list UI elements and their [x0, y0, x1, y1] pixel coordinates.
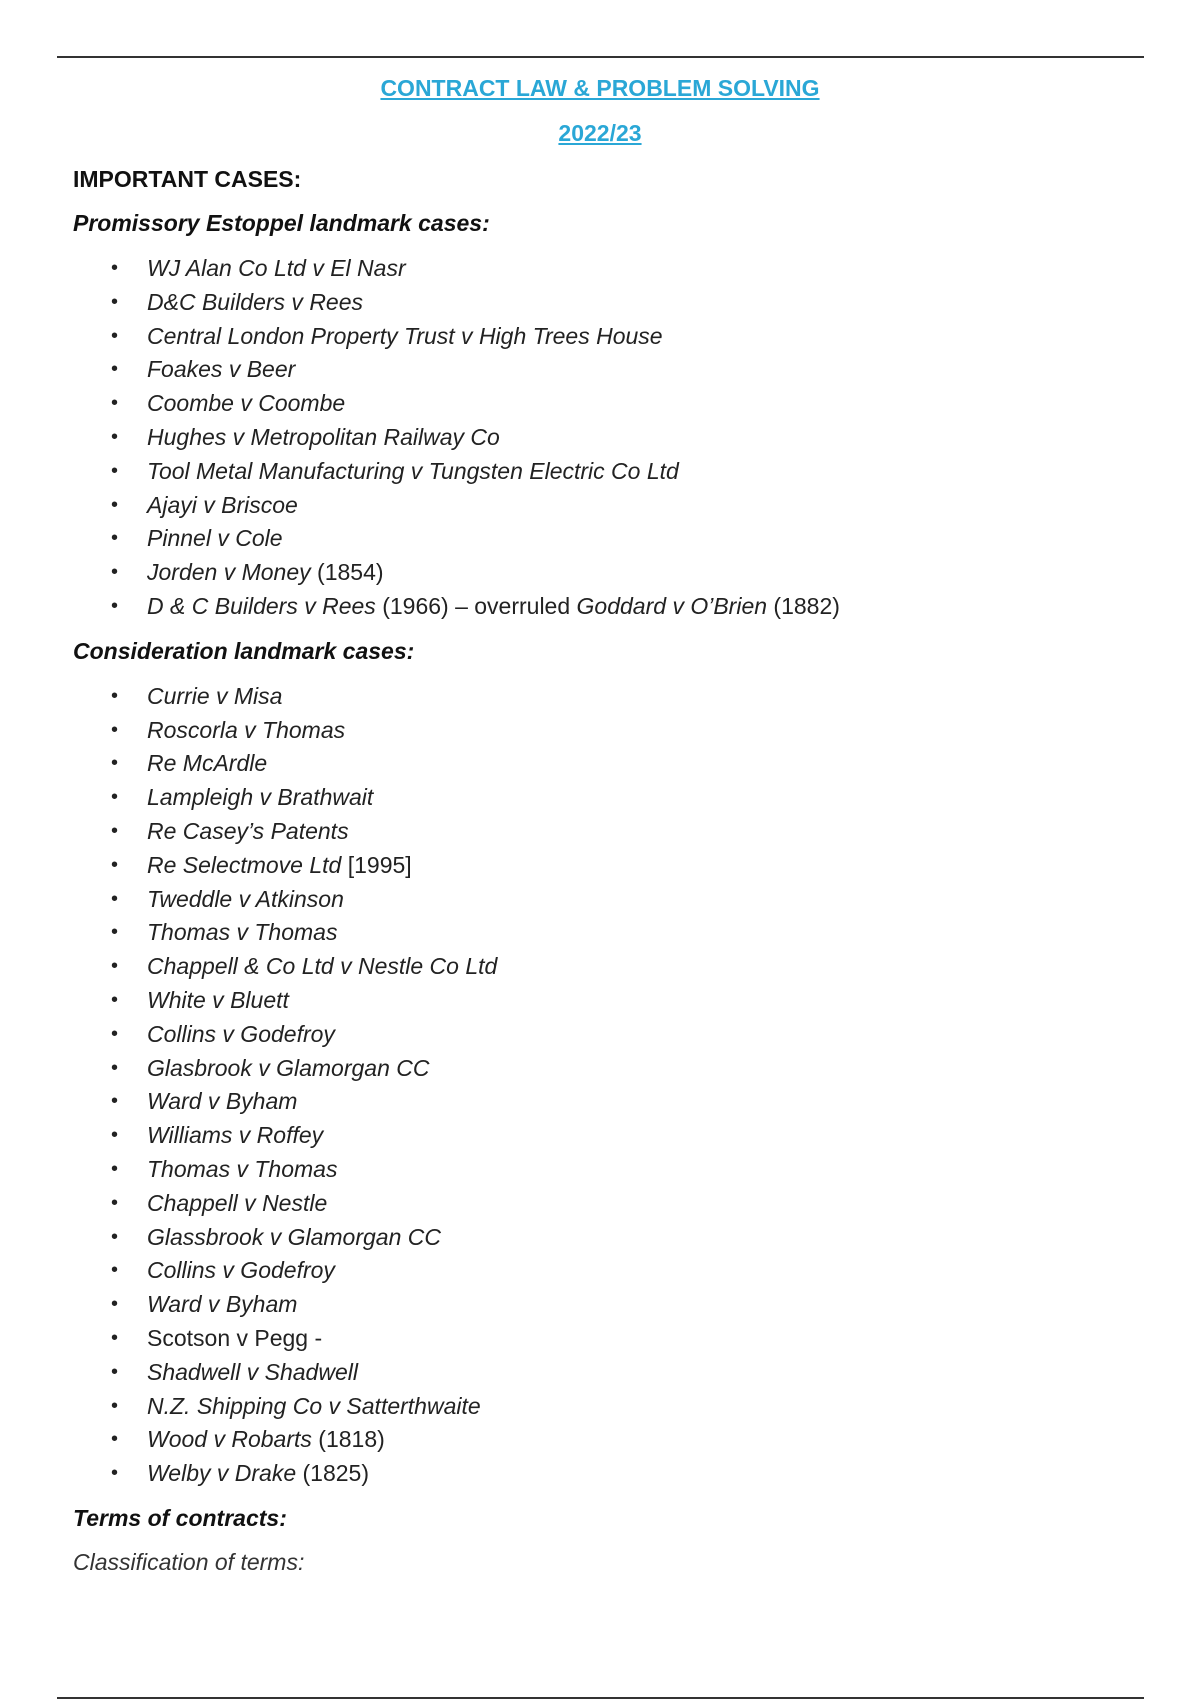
case-name: Welby v Drake: [147, 1460, 297, 1487]
case-list-item: [73, 421, 1153, 455]
case-citation: [1995]: [341, 851, 412, 878]
consideration-heading: Consideration landmark cases:: [73, 637, 415, 664]
case-name: Chappell & Co Ltd v Nestle Co Ltd: [147, 953, 498, 980]
consideration-case-list: [73, 680, 1153, 1491]
bullet-icon: •: [111, 1157, 119, 1180]
bullet-icon: •: [111, 527, 119, 550]
bullet-icon: •: [111, 819, 119, 842]
case-list-item: [73, 747, 1153, 781]
case-list-item: [73, 781, 1153, 815]
case-name: Tool Metal Manufacturing v Tungsten Electric Co Ltd: [147, 457, 679, 484]
case-list-item: [73, 1153, 1153, 1187]
case-list-item: [73, 252, 1153, 286]
case-list-item: [73, 1187, 1153, 1221]
case-list-item: [73, 1085, 1153, 1119]
case-name: Re Casey’s Patents: [147, 817, 349, 844]
case-name: Collins v Godefroy: [147, 1257, 335, 1284]
bullet-icon: •: [111, 561, 119, 584]
case-list-item: [73, 556, 1153, 590]
bullet-icon: •: [111, 887, 119, 910]
case-list-item: [73, 1390, 1153, 1424]
case-citation: (1854): [310, 559, 384, 586]
case-list-item: [73, 286, 1153, 320]
case-citation: (1882): [767, 592, 840, 619]
case-list-item: [73, 1119, 1153, 1153]
case-list-item: [73, 714, 1153, 748]
case-name: N.Z. Shipping Co v Satterthwaite: [147, 1392, 481, 1419]
case-name: Re McArdle: [147, 750, 268, 777]
case-list-item: [73, 1052, 1153, 1086]
case-list-item: [73, 1221, 1153, 1255]
bullet-icon: •: [111, 392, 119, 415]
bullet-icon: •: [111, 324, 119, 347]
case-name: Hughes v Metropolitan Railway Co: [147, 423, 500, 450]
case-list-item: [73, 984, 1153, 1018]
case-list-item: [73, 353, 1153, 387]
bullet-icon: •: [111, 718, 119, 741]
case-list-item: [73, 815, 1153, 849]
case-name: Scotson v Pegg -: [147, 1324, 323, 1351]
case-name: Re Selectmove Ltd: [147, 851, 342, 878]
case-list-item: [73, 1322, 1153, 1356]
bullet-icon: •: [111, 988, 119, 1011]
case-name: Collins v Godefroy: [147, 1020, 335, 1047]
bullet-icon: •: [111, 1293, 119, 1316]
important-cases-heading: IMPORTANT CASES:: [73, 166, 302, 192]
bullet-icon: •: [111, 459, 119, 482]
bullet-icon: •: [111, 1022, 119, 1045]
case-name: Jorden v Money: [147, 559, 311, 586]
case-name: Lampleigh v Brathwait: [147, 784, 374, 811]
bullet-icon: •: [111, 290, 119, 313]
case-name: Glasbrook v Glamorgan CC: [147, 1054, 430, 1081]
case-list-item: [73, 1423, 1153, 1457]
case-list-item: [73, 1018, 1153, 1052]
bullet-icon: •: [111, 921, 119, 944]
bullet-icon: •: [111, 1056, 119, 1079]
case-list-item: [73, 522, 1153, 556]
bullet-icon: •: [111, 1090, 119, 1113]
bullet-icon: •: [111, 1326, 119, 1349]
case-list-item: [73, 489, 1153, 523]
bullet-icon: •: [111, 257, 119, 279]
case-name: Shadwell v Shadwell: [147, 1358, 358, 1385]
case-list-item: [73, 320, 1153, 354]
case-name: WJ Alan Co Ltd v El Nasr: [147, 255, 406, 281]
bullet-icon: •: [111, 1360, 119, 1383]
case-name: Ajayi v Briscoe: [147, 491, 298, 518]
bullet-icon: •: [111, 752, 119, 775]
document-title: CONTRACT LAW & PROBLEM SOLVING: [380, 75, 820, 101]
bullet-icon: •: [111, 594, 119, 617]
case-list-item: [73, 849, 1153, 883]
case-name: Coombe v Coombe: [147, 390, 346, 417]
promissory-estoppel-case-list: [73, 252, 1153, 624]
document-body: [73, 70, 1153, 1579]
bullet-icon: •: [111, 1124, 119, 1147]
top-rule: [57, 56, 1144, 58]
case-citation: (1825): [296, 1460, 369, 1487]
promissory-estoppel-heading: Promissory Estoppel landmark cases:: [73, 210, 490, 236]
bullet-icon: •: [111, 1394, 119, 1417]
case-name: Williams v Roffey: [147, 1122, 324, 1149]
terms-of-contracts-heading: Terms of contracts:: [73, 1504, 287, 1531]
case-name: Thomas v Thomas: [147, 919, 338, 946]
case-name: Tweddle v Atkinson: [147, 885, 344, 912]
case-list-item: [73, 455, 1153, 489]
case-name: Chappell v Nestle: [147, 1189, 328, 1216]
case-list-item: [73, 950, 1153, 984]
bullet-icon: •: [111, 1259, 119, 1282]
case-name: Glassbrook v Glamorgan CC: [147, 1223, 441, 1250]
case-name: Thomas v Thomas: [147, 1155, 338, 1182]
bullet-icon: •: [111, 955, 119, 978]
bottom-rule: [57, 1697, 1144, 1699]
case-name: D & C Builders v Rees: [147, 592, 376, 619]
case-name: Ward v Byham: [147, 1291, 298, 1318]
bullet-icon: •: [111, 358, 119, 381]
classification-of-terms-label: Classification of terms:: [73, 1548, 305, 1575]
case-name: White v Bluett: [147, 986, 289, 1013]
academic-year: 2022/23: [558, 120, 642, 146]
case-list-item: [73, 680, 1153, 714]
case-list-item: [73, 1254, 1153, 1288]
case-name: Pinnel v Cole: [147, 525, 283, 552]
bullet-icon: •: [111, 1428, 119, 1451]
case-list-item: [73, 590, 1153, 624]
case-name: Foakes v Beer: [147, 356, 296, 383]
bullet-icon: •: [111, 786, 119, 809]
case-list-item: [73, 1457, 1153, 1491]
case-citation: (1818): [311, 1426, 385, 1453]
case-name: Currie v Misa: [147, 682, 283, 709]
case-name: Wood v Robarts: [147, 1426, 312, 1453]
case-list-item: [73, 916, 1153, 950]
case-name: D&C Builders v Rees: [147, 288, 364, 315]
bullet-icon: •: [111, 425, 119, 448]
case-list-item: [73, 387, 1153, 421]
case-name: Roscorla v Thomas: [147, 716, 346, 743]
case-list-item: [73, 883, 1153, 917]
bullet-icon: •: [111, 853, 119, 876]
case-list-item: [73, 1288, 1153, 1322]
case-citation: (1966) – overruled: [375, 592, 577, 619]
bullet-icon: •: [111, 1191, 119, 1214]
case-name: Ward v Byham: [147, 1088, 298, 1115]
case-list-item: [73, 1356, 1153, 1390]
overruled-case-name: Goddard v O’Brien: [576, 592, 768, 619]
bullet-icon: •: [111, 1462, 119, 1485]
case-name: Central London Property Trust v High Trees House: [147, 322, 663, 349]
bullet-icon: •: [111, 684, 119, 707]
bullet-icon: •: [111, 493, 119, 516]
bullet-icon: •: [111, 1225, 119, 1248]
